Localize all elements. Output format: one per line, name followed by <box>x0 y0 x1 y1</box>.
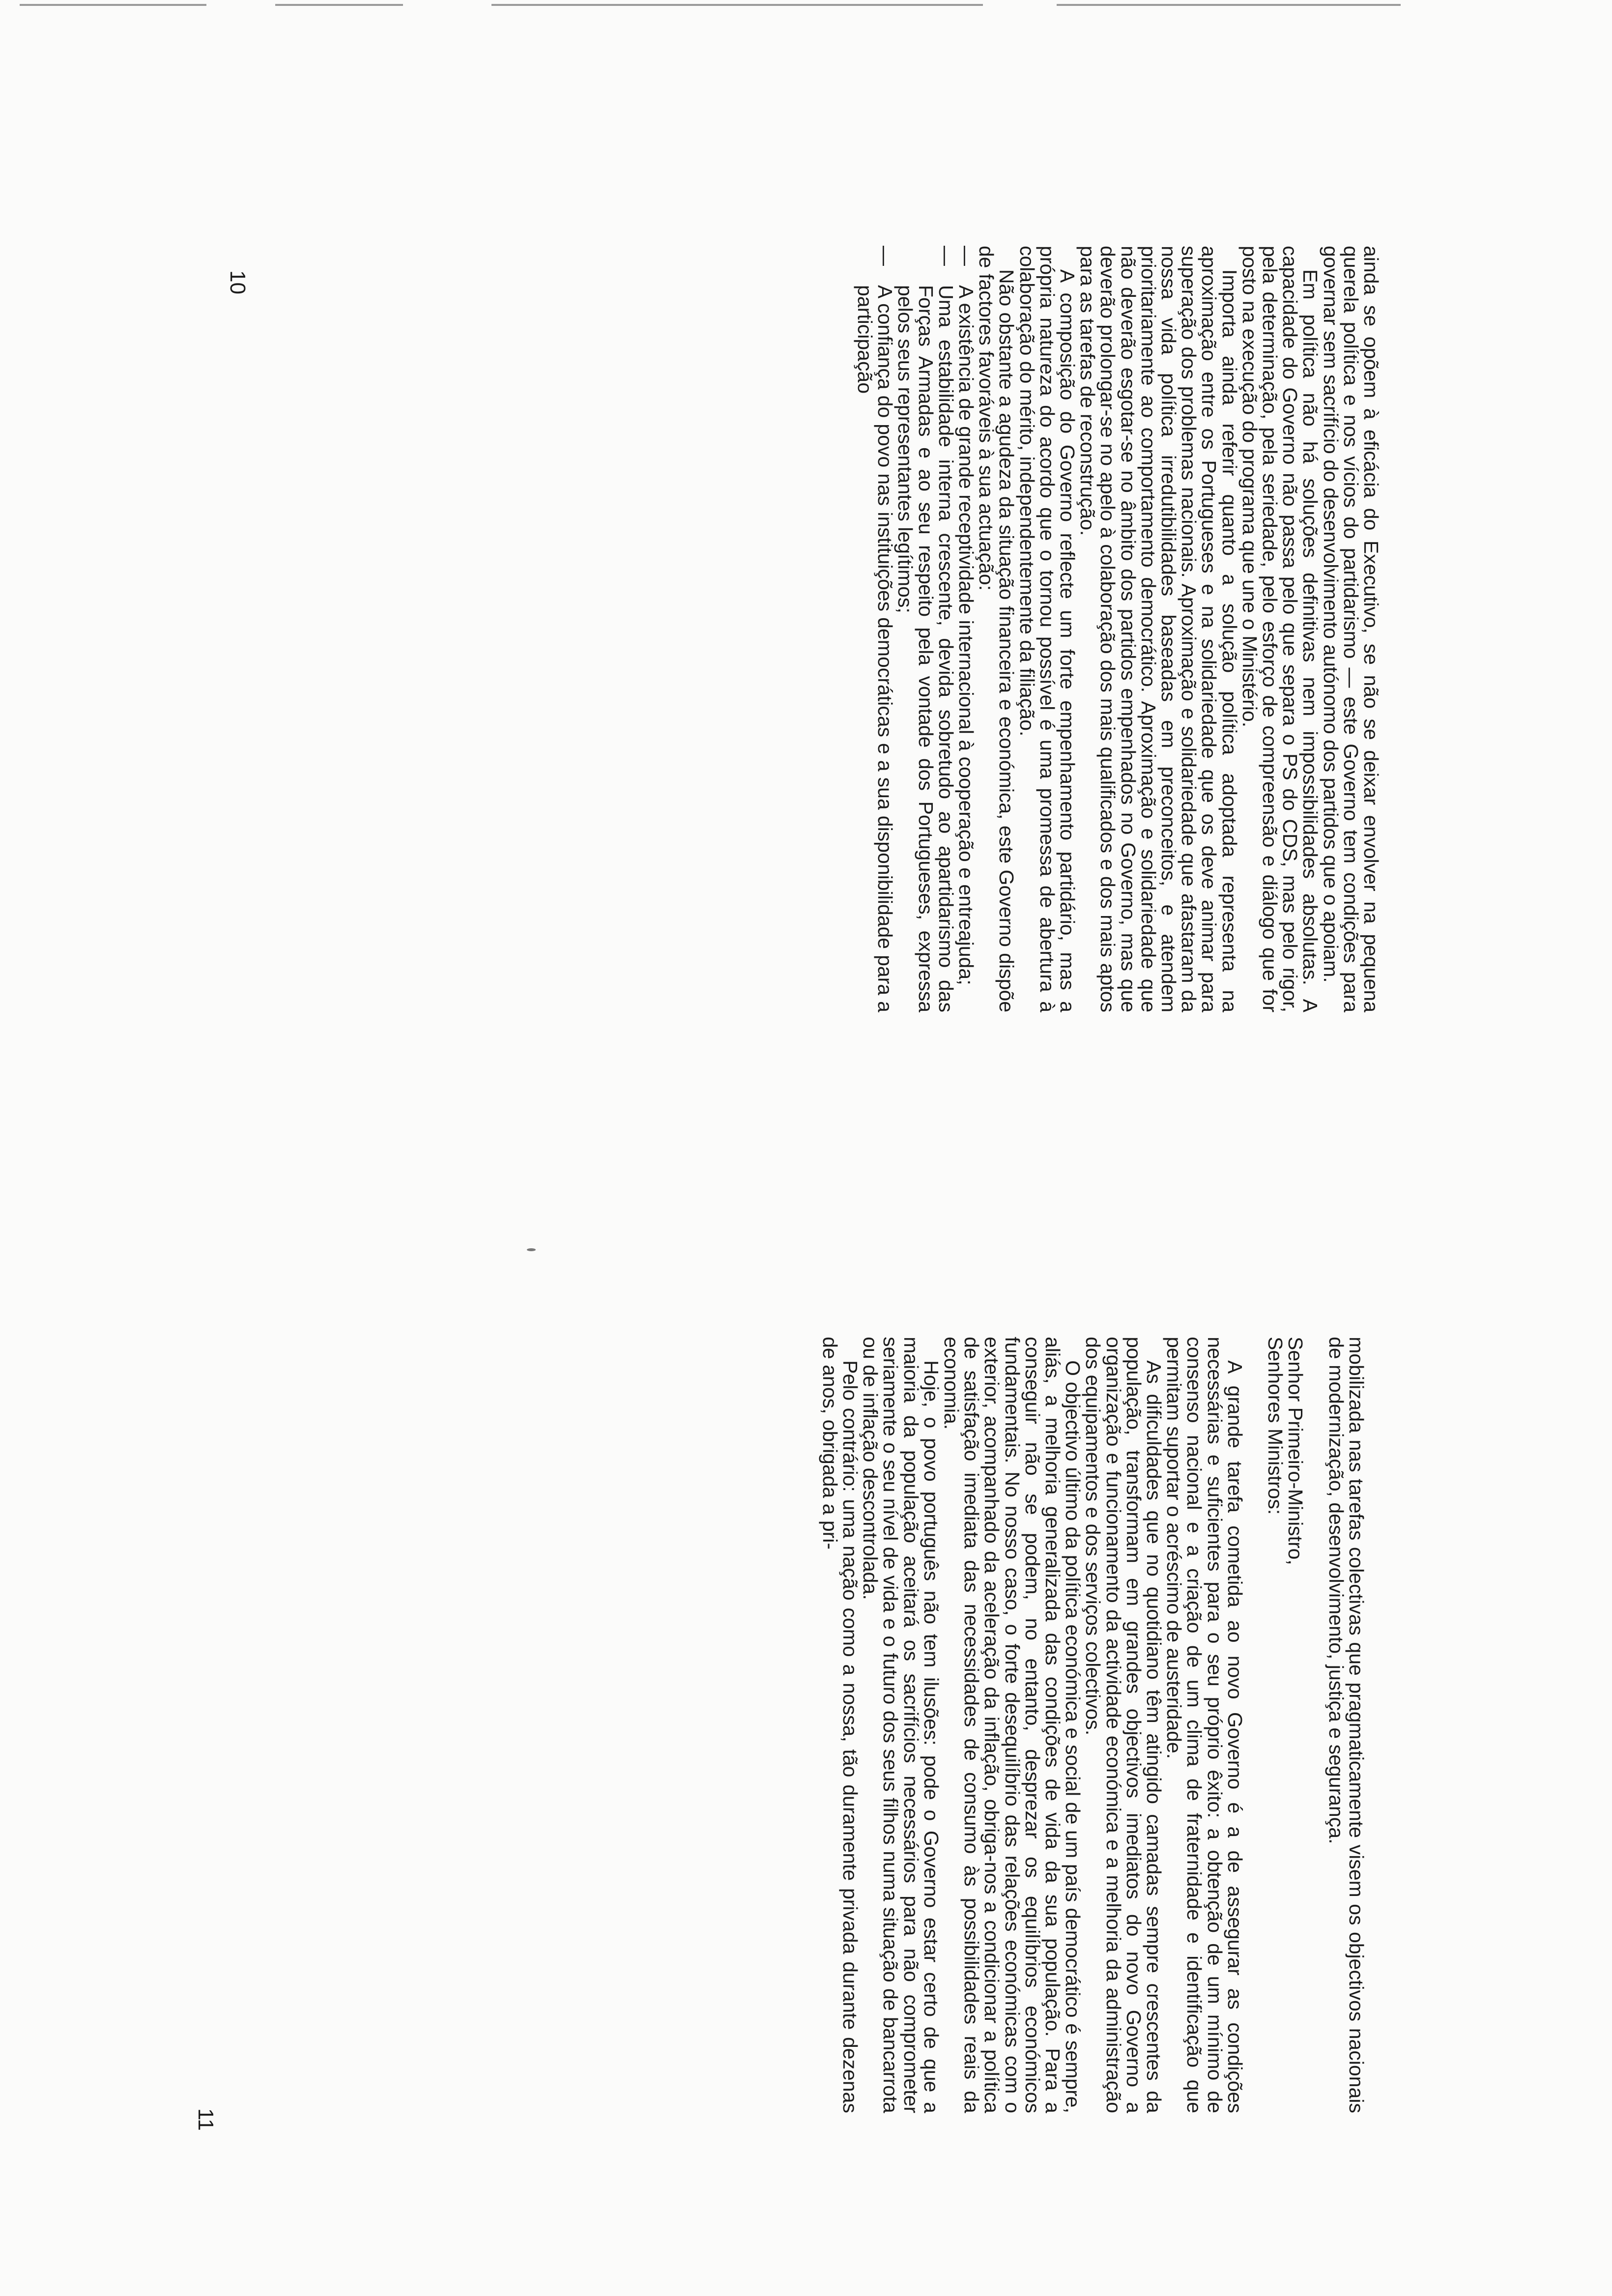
scan-top-edge-line <box>275 4 403 6</box>
dash-bullet: — <box>934 246 957 266</box>
paragraph: Pelo contrário: uma nação como a nossa, tão duramente privada durante dezenas de anos, obrigada a pri- <box>818 1337 862 2113</box>
paragraph: O objectivo último da política económica e social de um país democrático é sempre, aliás, a melhoria generalizada das condições de vida da sua população. Para a conseguir não se podem, no entanto, desprezar os equilíbrios económicos fundamentais. No nosso caso, o forte desequilíbrio das relações económicas com o exterior, acompanhado da aceleração da inflação, obriga-nos a condicionar a política de satisfação imediata das necessidades de consumo às possibilidades reais da economia. <box>940 1337 1085 2113</box>
paragraph: A composição do Governo reflecte um forte empenhamento partidário, mas a própria natureza do acordo que o tornou possível é uma promessa de abertura à colaboração do mérito, independentemente da filiação. <box>1015 246 1079 1012</box>
page-number-10: 10 <box>226 270 250 294</box>
list-item-text: Uma estabilidade interna crescente, devida sobretudo ao apartidarismo das Forças Armadas e ao seu respeito pela vontade dos Portugueses, expressa pelos seus representantes legítimos; <box>894 285 957 1012</box>
page-number-11: 11 <box>194 2108 218 2131</box>
list-item <box>956 246 976 1012</box>
page-11-text-column <box>820 1337 1366 2113</box>
list-item <box>855 246 895 1012</box>
scan-top-edge-line <box>1057 4 1401 6</box>
paragraph: Em política não há soluções definitivas nem impossibilidades absolutas. A capacidade do Governo não passa pelo que separa o PS do CDS, mas pelo rigor, pela determinação, pela seriedade, pelo esforço de compreensão e diálogo que for posto na execução do programa que une o Ministério. <box>1238 246 1322 1012</box>
list-item <box>895 246 956 1012</box>
page-10-text-column <box>855 246 1381 1012</box>
paragraph: As dificuldades que no quotidiano têm atingido camadas sempre crescentes da população, transformam em grandes objectivos imediatos do novo Governo a organização e funcionamento da actividade económica e a melhoria da administração dos equipamentos e dos serviços colectivos. <box>1082 1337 1165 2113</box>
paragraph: mobilizada nas tarefas colectivas que pragmaticamente visem os objectivos nacionais de modernização, desenvolvimento, justiça e segurança. <box>1324 1337 1368 2113</box>
dash-bullet: — <box>874 246 897 266</box>
list-item-text: A confiança do povo nas instituições democráticas e a sua disponibilidade para a participação <box>853 285 897 1012</box>
scan-top-edge-line <box>491 4 983 6</box>
paragraph: ainda se opõem à eficácia do Executivo, se não se deixar envolver na pequena querela política e nos vícios do partidarismo — este Governo tem condições para governar sem sacrifício do desenvolvimento autónomo dos partidos que o apoiam. <box>1319 246 1382 1012</box>
paragraph: Importa ainda referir quanto a solução política adoptada representa na aproximação entre os Portugueses e na solidariedade que os deve animar para superação dos problemas nacionais. Aproximação e solidariedade que afastaram da nossa vida política irredutibilidades baseadas em preconceitos, e atendem prioritariamente ao comportamento democrático. Aproximação e solidariedade que não deverão esgotar-se no âmbito dos partidos empenhados no Governo, mas que deverão prolongar-se no apelo à colaboração dos mais qualificados e dos mais aptos para as tarefas de reconstrução. <box>1076 246 1241 1012</box>
scan-speck <box>527 1248 536 1251</box>
salutation-line: Senhor Primeiro-Ministro, <box>1284 1337 1307 1565</box>
favourable-factors-list <box>855 246 976 1012</box>
scan-top-edge-line <box>20 4 206 6</box>
dash-bullet: — <box>954 246 978 266</box>
salutation-line: Senhores Ministros: <box>1264 1337 1287 1515</box>
paragraph: Não obstante a agudeza da situação financeira e económica, este Governo dispõe de factores favoráveis à sua actuação: <box>975 246 1018 1012</box>
paragraph: Hoje, o povo português não tem ilusões: pode o Governo estar certo de que a maioria da população aceitará os sacrifícios necessários para não comprometer seriamente o seu nível de vida e o futuro dos seus filhos numa situação de bancarrota ou de inflação descontrolada. <box>859 1337 943 2113</box>
list-item-text: A existência de grande receptividade internacional à cooperação e entreajuda; <box>954 285 978 985</box>
paragraph: A grande tarefa cometida ao novo Governo é a de assegurar as condições necessárias e suficientes para o seu próprio êxito: a obtenção de um mínimo de consenso nacional e a criação de um clima de fraternidade e identificação que permitam suportar o acréscimo de austeridade. <box>1163 1337 1246 2113</box>
